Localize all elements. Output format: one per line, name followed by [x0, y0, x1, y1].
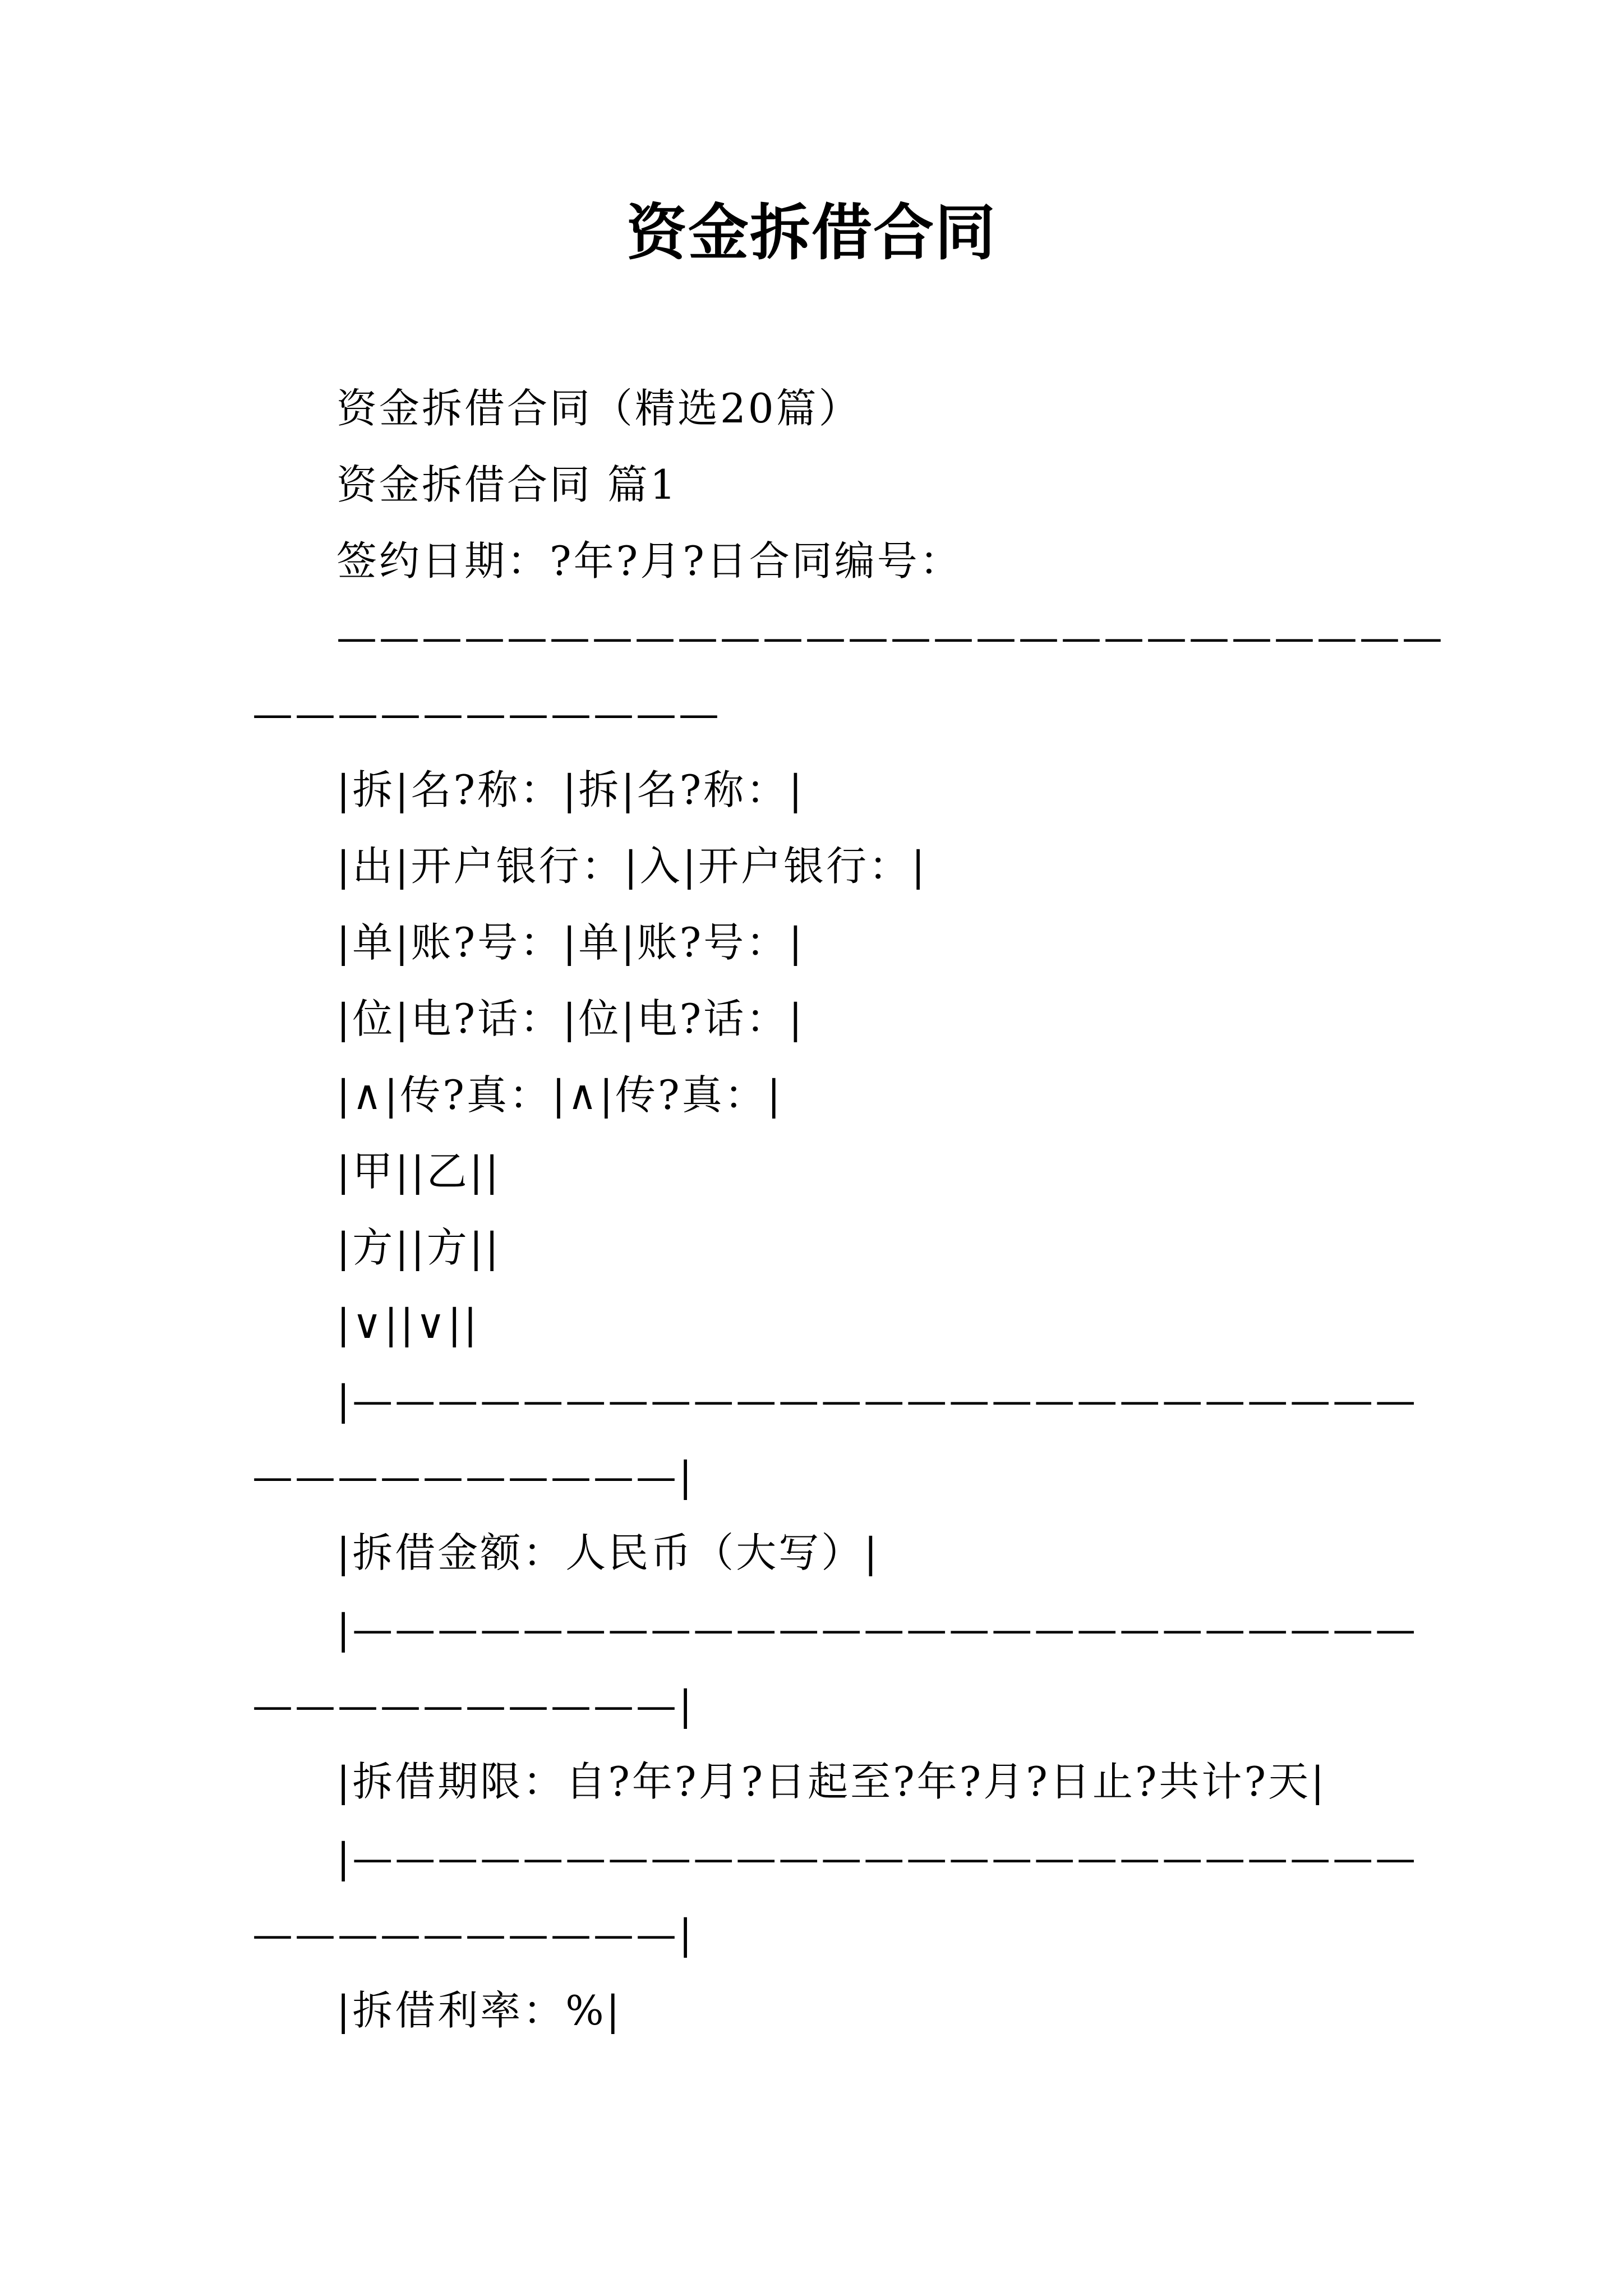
table-row-line: |单|账?号：|单|账?号：| [336, 919, 805, 966]
table-row-line: |拆|名?称：|拆|名?称：| [336, 766, 805, 813]
table-row-line: |位|电?话：|位|电?话：| [336, 995, 805, 1042]
table-separator-line: ——————————| [252, 1911, 695, 1958]
table-row-line: |拆借期限：自?年?月?日起至?年?月?日止?共计?天| [336, 1758, 1327, 1805]
body-line: —————————————————————————— [336, 614, 1445, 661]
table-separator-line: ——————————| [252, 1682, 695, 1729]
table-separator-line: |————————————————————————— [336, 1377, 1418, 1424]
table-row-line: |拆借金额：人民币（大写）| [336, 1529, 880, 1576]
table-row-line: |∨||∨|| [336, 1300, 479, 1347]
table-row-line: |拆借利率：%| [336, 1987, 622, 2034]
table-separator-line: |————————————————————————— [336, 1834, 1418, 1881]
body-line: 资金拆借合同（精选20篇） [336, 385, 861, 432]
body-line: ——————————— [252, 690, 721, 737]
document-body [252, 370, 1445, 2049]
table-row-line: |∧|传?真：|∧|传?真：| [336, 1071, 783, 1119]
table-row-line: |方||方|| [336, 1224, 501, 1271]
table-separator-line: |————————————————————————— [336, 1605, 1418, 1653]
document-title: 资金拆借合同 [626, 197, 997, 268]
table-row-line: |出|开户银行：|入|开户银行：| [336, 843, 928, 890]
table-row-line: |甲||乙|| [336, 1148, 501, 1195]
body-line: 资金拆借合同 篇1 [336, 461, 678, 508]
table-separator-line: ——————————| [252, 1453, 695, 1500]
body-line: 签约日期：?年?月?日合同编号： [336, 537, 962, 585]
